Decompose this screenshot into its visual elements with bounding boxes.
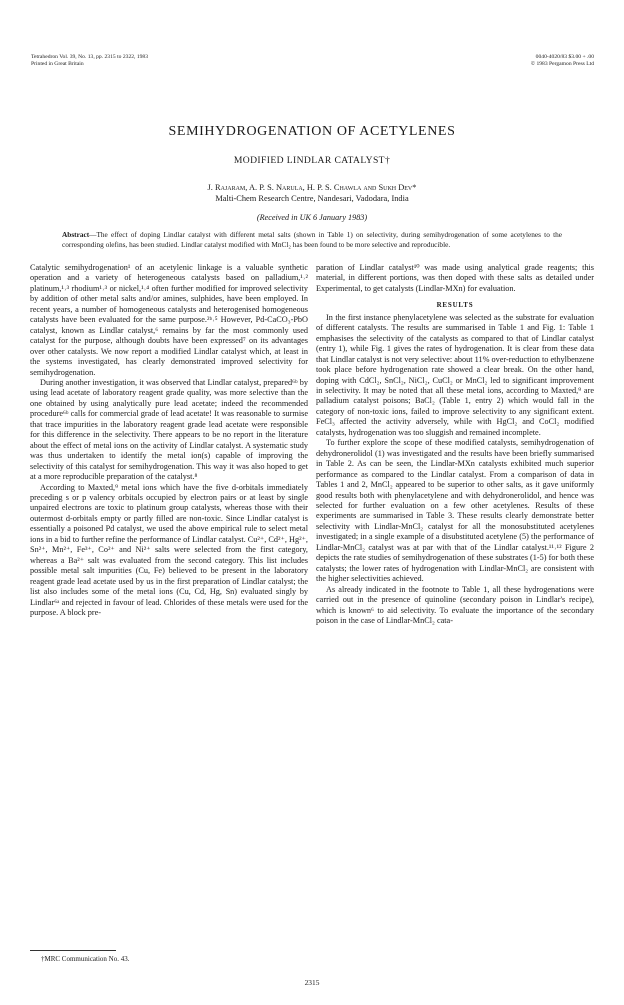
page-number: 2315 — [304, 978, 320, 987]
left-column — [30, 263, 308, 618]
right-column — [316, 263, 594, 626]
footnote-rule — [30, 950, 116, 951]
copyright: © 1983 Pergamon Press Ltd — [530, 61, 594, 68]
section-heading-results: RESULTS — [436, 301, 474, 310]
affiliation: Malti-Chem Research Centre, Nandesari, Vadodara, India — [215, 194, 409, 203]
printed-in: Printed in Great Britain — [31, 61, 84, 68]
paragraph: During another investigation, it was observed that Lindlar catalyst, prepared⁶ᵇ by using lead acetate of laboratory reagent grade quality, was more selective than the one obtained by using analytically pure lead acetate; indeed the recommended procedure⁶ᵇ calls for commercial grade of lead acetate! It was reasonable to surmise that trace impurities in the laboratory reagent grade lead acetate were responsible for this difference in the selectivity. There appears to be no report in the literature about the effect of metal ions on the activity of Lindlar catalyst. A systematic study was thus undertaken to identify the metal ion(s) capable of improving the selectivity of this catalyst for semihydrogenation. This way it was also hoped to get at a more reproducible preparation of the catalyst.⁸ — [30, 377, 308, 482]
article-subtitle: MODIFIED LINDLAR CATALYST† — [233, 155, 391, 166]
author-block — [0, 182, 624, 204]
abstract-label: Abstract — [62, 230, 90, 239]
running-header-left — [31, 54, 148, 69]
paragraph: As already indicated in the footnote to Table 1, all these hydrogenations were carried out in the presence of quinoline (secondary poison in Lindlar's recipe), which is known⁶ to aid selectivity. To evaluate the importance of the secondary poison in the case of Lindlar-MnCl₂ cata- — [316, 584, 594, 625]
journal-citation: Tetrahedron Vol. 39, No. 13, pp. 2315 to 2322, 1983 — [31, 54, 149, 60]
abstract-text: —The effect of doping Lindlar catalyst with different metal salts (shown in Table 1) on selectivity, during semihydrogenation of some acetylenes to the corresponding olefins, has been studied. Lindlar catalyst modified with MnCl₂ has been found to be more selective and reproducible. — [62, 230, 562, 250]
paragraph: In the first instance phenylacetylene was selected as the substrate for evaluation of different catalysts. The results are summarised in Table 1 and Fig. 1: Table 1 emphasises the selectivity of the catalysts as compared to that of Lindlar catalyst (entry 1), while Fig. 1 gives the rates of hydrogenation. It is clear from these data that Lindlar catalyst is not very selective: about 11% over-reduction to ethylbenzene took place before hydrogenation rate showed a clear break. On the other hand, doping with CdCl₂, SnCl₂, NiCl₂, CuCl₂ or MnCl₂ led to significant improvement in selectivity. It may be noted that all these metal ions, according to Maxted,⁹ are palladium catalyst poisons; BaCl₂ (Table 1, entry 2) which would fall in the category of non-toxic ions, failed to improve selectivity to any significant extent. FeCl₃ affected the activity adversely, while with HgCl₂ and CoCl₂ modified catalysts, hydrogenation was too sluggish and remained incomplete. — [316, 312, 594, 437]
running-header-right — [531, 54, 594, 69]
paragraph: To further explore the scope of these modified catalysts, semihydrogenation of dehydronerolidol (1) was investigated and the results have been briefly summarised in Table 2. As can be seen, the Lindlar-MXn catalysts exhibited much superior performance as compared to the Lindlar catalyst. From a comparison of data in Tables 1 and 2, MnCl₂ appeared to be superior to other salts, as it gave uniformly good results both with phenylacetylene and with dehydronerolidol, and hence was selected for further evaluation on a few other acetylenes. Results of these experiments are summarised in Table 3. These results clearly demonstrate better selectivity with Lindlar-MnCl₂ catalyst for all the monosubstituted acetylenes investigated; in a single example of a disubstituted acetylene (5) the performance of Lindlar-MnCl₂ catalyst was at par with that of the Lindlar catalyst.¹¹˒¹² Figure 2 depicts the rate studies of semihydrogenation of these substrates (1-5) for both these catalysts; the lower rates of hydrogenation with Lindlar-MnCl₂ are consistent with the higher selectivities achieved. — [316, 438, 594, 584]
footnote: †MRC Communication No. 43. — [41, 955, 130, 963]
received-date: (Received in UK 6 January 1983) — [256, 213, 368, 222]
article-title: SEMIHYDROGENATION OF ACETYLENES — [168, 124, 456, 139]
paragraph: According to Maxted,⁹ metal ions which have the five d-orbitals immediately preceding s or p valency orbitals occupied by electron pairs or at least by single unpaired electrons are toxic to platinum group catalysts, whereas those with their outermost d-orbitals empty or partly filled are non-toxic. Since Lindlar catalyst is essentially a poisoned Pd catalyst, we used the above empirical rule to select metal ions in a bid to further refine the performance of Lindlar catalyst. Cu²⁺, Cd²⁺, Hg²⁺, Sn²⁺, Mn²⁺, Fe³⁺, Co²⁺ and Ni²⁺ salts were selected from the first category, whereas a Ba²⁺ salt was evaluated from the second category. This list includes possible metal salt impurities (Cu, Fe) believed to be present in the laboratory reagent grade lead acetate used by us in the first preparation of Lindlar catalyst; the list also includes some of the metal ions (Cu, Cd, Hg, Sn) evaluated singly by Lindlar⁶ᵃ and rejected in favour of lead. Chlorides of these metals were used for the purpose. A block pre- — [30, 482, 308, 617]
abstract — [62, 230, 562, 250]
journal-code: 0040-4020/83 $3.00 + .00 — [535, 54, 594, 60]
paragraph: Catalytic semihydrogenation¹ of an acetylenic linkage is a valuable synthetic operation and a variety of heterogeneous catalysts based on palladium,¹˒² platinum,¹˒³ rhodium¹˒³ or nickel,¹˒⁴ often further modified for improved selectivity by addition of other metal salts and/or amines, sulphides, have been employed. In recent years, a number of homogeneous catalysts and heterogenised homogeneous catalysts have been evaluated for the same purpose.²ᵇ˒⁵ However, Pd-CaCO₃-PbO catalyst, known as Lindlar catalyst,⁶ remains by far the most commonly used catalyst for the purpose, although doubts have been expressed⁷ on its advantages over other catalysts. We now report a modified Lindlar catalyst which, at least in the systems investigated, has clearly demonstrated improved selectivity for semihydrogenation. — [30, 263, 308, 377]
paragraph: paration of Lindlar catalyst¹⁰ was made using analytical grade reagents; this material, in different portions, was then doped with these salts as detailed under Experimental, to get catalysts (Lindlar-MXn) for evaluation. — [316, 263, 594, 293]
author-list: J. Rajaram, A. P. S. Narula, H. P. S. Chawla and Sukh Dev* — [207, 183, 417, 192]
